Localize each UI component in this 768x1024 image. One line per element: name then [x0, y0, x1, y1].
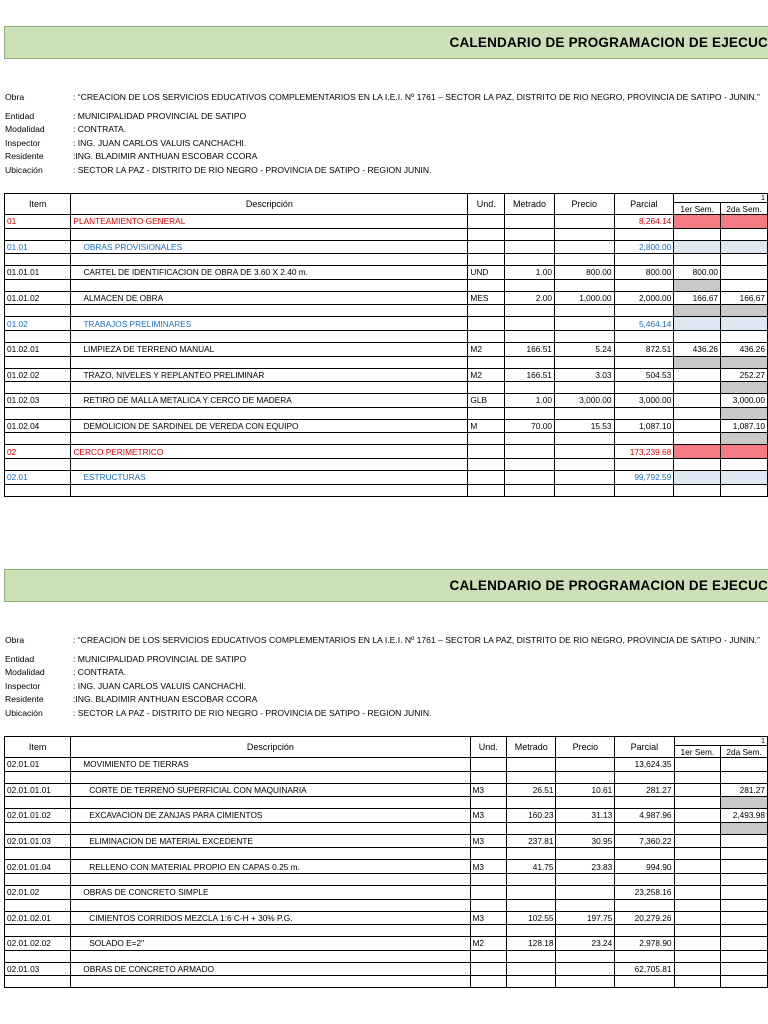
header-metrado: Metrado — [506, 737, 556, 758]
unit-cell: M3 — [470, 860, 506, 874]
header-item: Item — [5, 737, 71, 758]
item-cell: 02 — [5, 445, 71, 459]
header-month: 1 — [674, 194, 768, 203]
spacer-row — [5, 433, 768, 445]
header-sem2: 2da Sem. — [721, 746, 768, 758]
parcial-cell: 504.53 — [614, 368, 674, 382]
inspector-value: : ING. JUAN CARLOS VALUIS CANCHACHI. — [73, 681, 247, 691]
sem1-cell: 166.67 — [674, 291, 721, 305]
metrado-cell — [505, 240, 555, 254]
spacer-row — [5, 925, 768, 937]
table-row — [5, 240, 768, 254]
spacer-row — [5, 228, 768, 240]
unit-cell: MES — [468, 291, 505, 305]
table-row — [5, 291, 768, 305]
item-cell: 01.01.02 — [5, 291, 71, 305]
precio-cell: 1,000.00 — [554, 291, 614, 305]
description-cell: RELLENO CON MATERIAL PROPIO EN CAPAS 0.25 m. — [71, 860, 470, 874]
precio-cell — [556, 885, 615, 899]
spacer-row — [5, 873, 768, 885]
unit-cell: M — [468, 419, 505, 433]
precio-cell: 5.24 — [554, 342, 614, 356]
parcial-cell: 8,264.14 — [614, 215, 674, 229]
precio-cell: 197.75 — [556, 911, 615, 925]
metrado-cell: 41.75 — [506, 860, 556, 874]
sem2-cell — [721, 470, 768, 484]
sem2-cell — [721, 937, 768, 951]
unit-cell: M2 — [468, 368, 505, 382]
sem1-cell — [674, 962, 721, 976]
unit-cell — [468, 470, 505, 484]
description-cell: PLANTEAMIENTO GENERAL — [71, 215, 468, 229]
sem1-cell: 436.26 — [674, 342, 721, 356]
ubicacion-label: Ubicación — [5, 708, 43, 718]
precio-cell: 23.83 — [556, 860, 615, 874]
table-1-body — [5, 215, 768, 497]
metrado-cell: 166.51 — [505, 368, 555, 382]
description-cell: CORTE DE TERRENO SUPERFICIAL CON MAQUINARIA — [71, 783, 470, 797]
item-cell: 02.01 — [5, 470, 71, 484]
sem1-cell — [674, 240, 721, 254]
description-cell: OBRAS PROVISIONALES — [71, 240, 468, 254]
spacer-row — [5, 771, 768, 783]
parcial-cell: 800.00 — [614, 266, 674, 280]
precio-cell: 15.53 — [554, 419, 614, 433]
obra-label: Obra — [5, 635, 25, 645]
parcial-cell: 13,624.35 — [615, 758, 674, 772]
sem1-cell — [674, 445, 721, 459]
spacer-row — [5, 848, 768, 860]
description-cell: ELIMINACION DE MATERIAL EXCEDENTE — [71, 834, 470, 848]
sem1-cell — [674, 809, 721, 823]
precio-cell — [556, 962, 615, 976]
sem1-cell — [674, 834, 721, 848]
sem1-cell — [674, 394, 721, 408]
parcial-cell: 872.51 — [614, 342, 674, 356]
table-row — [5, 860, 768, 874]
precio-cell: 10.61 — [556, 783, 615, 797]
precio-cell: 3,000.00 — [554, 394, 614, 408]
header-und: Und. — [470, 737, 506, 758]
modalidad-label: Modalidad — [5, 667, 45, 677]
sem2-cell — [721, 240, 768, 254]
ubicacion-value: : SECTOR LA PAZ - DISTRITO DE RIO NEGRO - PROVINCIA DE SATIPO - REGION JUNIN. — [73, 708, 432, 718]
parcial-cell: 994.90 — [615, 860, 674, 874]
item-cell: 01.02.02 — [5, 368, 71, 382]
header-sem1: 1er Sem. — [674, 746, 721, 758]
sem1-cell — [674, 419, 721, 433]
sem2-cell — [721, 962, 768, 976]
unit-cell: M3 — [470, 783, 506, 797]
parcial-cell: 20,279.26 — [615, 911, 674, 925]
unit-cell — [470, 885, 506, 899]
sem1-cell: 800.00 — [674, 266, 721, 280]
spacer-row — [5, 382, 768, 394]
metrado-cell: 1.00 — [505, 266, 555, 280]
precio-cell — [554, 317, 614, 331]
item-cell: 01.02.03 — [5, 394, 71, 408]
description-cell: MOVIMIENTO DE TIERRAS — [71, 758, 470, 772]
header-metrado: Metrado — [505, 194, 555, 215]
sem2-cell: 3,000.00 — [721, 394, 768, 408]
sem2-cell — [721, 317, 768, 331]
entidad-value: : MUNICIPALIDAD PROVINCIAL DE SATIPO — [73, 111, 247, 121]
metrado-cell: 26.51 — [506, 783, 556, 797]
sem1-cell — [674, 937, 721, 951]
item-cell: 02.01.01.03 — [5, 834, 71, 848]
sem2-cell — [721, 445, 768, 459]
unit-cell: M3 — [470, 834, 506, 848]
unit-cell: M3 — [470, 911, 506, 925]
parcial-cell: 62,705.81 — [615, 962, 674, 976]
description-cell: CIMIENTOS CORRIDOS MEZCLA 1:6 C-H + 30% P.G. — [71, 911, 470, 925]
sem2-cell — [721, 215, 768, 229]
precio-cell — [554, 240, 614, 254]
table-row — [5, 758, 768, 772]
item-cell: 02.01.01.02 — [5, 809, 71, 823]
parcial-cell: 7,360.22 — [615, 834, 674, 848]
sem2-cell — [721, 758, 768, 772]
metrado-cell — [505, 445, 555, 459]
metrado-cell: 70.00 — [505, 419, 555, 433]
sem2-cell: 281.27 — [721, 783, 768, 797]
parcial-cell: 23,258.16 — [615, 885, 674, 899]
sem2-cell — [721, 834, 768, 848]
header-sem1: 1er Sem. — [674, 203, 721, 215]
sem1-cell — [674, 368, 721, 382]
parcial-cell: 2,800.00 — [614, 240, 674, 254]
metrado-cell — [506, 885, 556, 899]
header-descripcion: Descripción — [71, 194, 468, 215]
modalidad-value: : CONTRATA. — [73, 667, 127, 677]
description-cell: RETIRO DE MALLA METALICA Y CERCO DE MADERA — [71, 394, 468, 408]
description-cell: DEMOLICION DE SARDINEL DE VEREDA CON EQUIPO — [71, 419, 468, 433]
unit-cell: M2 — [468, 342, 505, 356]
precio-cell: 30.95 — [556, 834, 615, 848]
table-row — [5, 962, 768, 976]
description-cell: TRAZO, NIVELES Y REPLANTEO PRELIMINAR — [71, 368, 468, 382]
table-row — [5, 266, 768, 280]
spacer-row — [5, 899, 768, 911]
table-row — [5, 911, 768, 925]
obra-label: Obra — [5, 92, 25, 102]
sem2-cell: 166.67 — [721, 291, 768, 305]
metrado-cell — [505, 317, 555, 331]
precio-cell — [554, 215, 614, 229]
table-row — [5, 783, 768, 797]
sem2-cell — [721, 911, 768, 925]
metrado-cell: 2.00 — [505, 291, 555, 305]
unit-cell: GLB — [468, 394, 505, 408]
sem2-cell: 252.27 — [721, 368, 768, 382]
parcial-cell: 2,978.90 — [615, 937, 674, 951]
table-row — [5, 809, 768, 823]
sem1-cell — [674, 758, 721, 772]
metrado-cell — [506, 758, 556, 772]
parcial-cell: 2,000.00 — [614, 291, 674, 305]
precio-cell — [554, 470, 614, 484]
spacer-row — [5, 797, 768, 809]
unit-cell — [468, 317, 505, 331]
precio-cell — [556, 758, 615, 772]
sem2-cell — [721, 860, 768, 874]
table-row — [5, 445, 768, 459]
table-row — [5, 885, 768, 899]
unit-cell: M2 — [470, 937, 506, 951]
parcial-cell: 281.27 — [615, 783, 674, 797]
parcial-cell: 4,987.96 — [615, 809, 674, 823]
table-row — [5, 317, 768, 331]
description-cell: ALMACEN DE OBRA — [71, 291, 468, 305]
header-month: 1 — [674, 737, 767, 746]
spacer-row — [5, 458, 768, 470]
metrado-cell: 166.51 — [505, 342, 555, 356]
banner-title: CALENDARIO DE PROGRAMACION DE EJECUC — [449, 35, 768, 50]
table-row — [5, 937, 768, 951]
item-cell: 01.01.01 — [5, 266, 71, 280]
residente-label: Residente — [5, 151, 44, 161]
table-row — [5, 368, 768, 382]
unit-cell: UND — [468, 266, 505, 280]
schedule-table-1 — [4, 193, 768, 497]
description-cell: OBRAS DE CONCRETO SIMPLE — [71, 885, 470, 899]
parcial-cell: 3,000.00 — [614, 394, 674, 408]
table-row — [5, 419, 768, 433]
residente-value: :ING. BLADIMIR ANTHUAN ESCOBAR CCORA — [73, 694, 258, 704]
table-row — [5, 470, 768, 484]
item-cell: 02.01.02.01 — [5, 911, 71, 925]
sem1-cell — [674, 215, 721, 229]
item-cell: 01.02 — [5, 317, 71, 331]
metrado-cell: 102.55 — [506, 911, 556, 925]
table-row — [5, 834, 768, 848]
parcial-cell: 5,464.14 — [614, 317, 674, 331]
inspector-label: Inspector — [5, 681, 41, 691]
description-cell: ESTRUCTURAS — [71, 470, 468, 484]
spacer-row — [5, 484, 768, 496]
parcial-cell: 99,792.59 — [614, 470, 674, 484]
table-row — [5, 394, 768, 408]
header-parcial: Parcial — [615, 737, 674, 758]
parcial-cell: 173,239.68 — [614, 445, 674, 459]
item-cell: 01.02.01 — [5, 342, 71, 356]
unit-cell — [470, 962, 506, 976]
sem2-cell: 2,493.98 — [721, 809, 768, 823]
precio-cell: 800.00 — [554, 266, 614, 280]
spacer-row — [5, 330, 768, 342]
precio-cell — [554, 445, 614, 459]
metrado-cell: 128.18 — [506, 937, 556, 951]
banner — [4, 26, 768, 59]
description-cell: SOLADO E=2" — [71, 937, 470, 951]
ubicacion-value: : SECTOR LA PAZ - DISTRITO DE RIO NEGRO - PROVINCIA DE SATIPO - REGION JUNIN. — [73, 165, 432, 175]
precio-cell: 3.03 — [554, 368, 614, 382]
sem1-cell — [674, 783, 721, 797]
spacer-row — [5, 305, 768, 317]
sem2-cell: 1,087.10 — [721, 419, 768, 433]
header-und: Und. — [468, 194, 505, 215]
table-row — [5, 342, 768, 356]
unit-cell — [468, 240, 505, 254]
unit-cell — [468, 215, 505, 229]
schedule-table-2 — [4, 736, 768, 988]
metrado-cell: 1.00 — [505, 394, 555, 408]
description-cell: TRABAJOS PRELIMINARES — [71, 317, 468, 331]
spacer-row — [5, 279, 768, 291]
spacer-row — [5, 950, 768, 962]
header-descripcion: Descripción — [71, 737, 470, 758]
metrado-cell — [505, 215, 555, 229]
sem1-cell — [674, 470, 721, 484]
table-2-body — [5, 758, 768, 988]
unit-cell: M3 — [470, 809, 506, 823]
item-cell: 02.01.03 — [5, 962, 71, 976]
unit-cell — [468, 445, 505, 459]
obra-value: : “CREACION DE LOS SERVICIOS EDUCATIVOS COMPLEMENTARIOS EN LA I.E.I. Nº 1761 – SECTOR LA PAZ, DISTRITO DE RIO NEGRO, PROVINCIA DE SATIPO - JUNIN.” — [73, 635, 760, 645]
banner-title: CALENDARIO DE PROGRAMACION DE EJECUC — [449, 578, 768, 593]
residente-value: :ING. BLADIMIR ANTHUAN ESCOBAR CCORA — [73, 151, 258, 161]
entidad-label: Entidad — [5, 654, 35, 664]
description-cell: LIMPIEZA DE TERRENO MANUAL — [71, 342, 468, 356]
precio-cell: 23.24 — [556, 937, 615, 951]
modalidad-value: : CONTRATA. — [73, 124, 127, 134]
header-precio: Precio — [554, 194, 614, 215]
sem2-cell — [721, 885, 768, 899]
metrado-cell — [506, 962, 556, 976]
header-parcial: Parcial — [614, 194, 674, 215]
description-cell: EXCAVACION DE ZANJAS PARA CIMIENTOS — [71, 809, 470, 823]
sem2-cell: 436.26 — [721, 342, 768, 356]
ubicacion-label: Ubicación — [5, 165, 43, 175]
spacer-row — [5, 254, 768, 266]
sem2-cell — [721, 266, 768, 280]
item-cell: 01.02.04 — [5, 419, 71, 433]
inspector-value: : ING. JUAN CARLOS VALUIS CANCHACHI. — [73, 138, 247, 148]
item-cell: 02.01.01.01 — [5, 783, 71, 797]
table-row — [5, 215, 768, 229]
sem1-cell — [674, 885, 721, 899]
obra-value: : “CREACION DE LOS SERVICIOS EDUCATIVOS COMPLEMENTARIOS EN LA I.E.I. Nº 1761 – SECTOR LA PAZ, DISTRITO DE RIO NEGRO, PROVINCIA DE SATIPO - JUNIN.” — [73, 92, 760, 102]
spacer-row — [5, 822, 768, 834]
residente-label: Residente — [5, 694, 44, 704]
header-precio: Precio — [556, 737, 615, 758]
precio-cell: 31.13 — [556, 809, 615, 823]
metrado-cell — [505, 470, 555, 484]
metrado-cell: 237.81 — [506, 834, 556, 848]
sem1-cell — [674, 911, 721, 925]
modalidad-label: Modalidad — [5, 124, 45, 134]
entidad-label: Entidad — [5, 111, 35, 121]
spacer-row — [5, 356, 768, 368]
sem1-cell — [674, 860, 721, 874]
item-cell: 02.01.01.04 — [5, 860, 71, 874]
parcial-cell: 1,087.10 — [614, 419, 674, 433]
sem1-cell — [674, 317, 721, 331]
description-cell: CARTEL DE IDENTIFICACION DE OBRA DE 3.60 X 2.40 m. — [71, 266, 468, 280]
entidad-value: : MUNICIPALIDAD PROVINCIAL DE SATIPO — [73, 654, 247, 664]
metrado-cell: 160.23 — [506, 809, 556, 823]
header-item: Item — [5, 194, 71, 215]
unit-cell — [470, 758, 506, 772]
spacer-row — [5, 976, 768, 988]
spacer-row — [5, 407, 768, 419]
item-cell: 02.01.01 — [5, 758, 71, 772]
banner — [4, 569, 768, 602]
item-cell: 01.01 — [5, 240, 71, 254]
inspector-label: Inspector — [5, 138, 41, 148]
header-sem2: 2da Sem. — [721, 203, 768, 215]
description-cell: OBRAS DE CONCRETO ARMADO — [71, 962, 470, 976]
item-cell: 02.01.02 — [5, 885, 71, 899]
item-cell: 02.01.02.02 — [5, 937, 71, 951]
item-cell: 01 — [5, 215, 71, 229]
description-cell: CERCO PERIMETRICO — [71, 445, 468, 459]
